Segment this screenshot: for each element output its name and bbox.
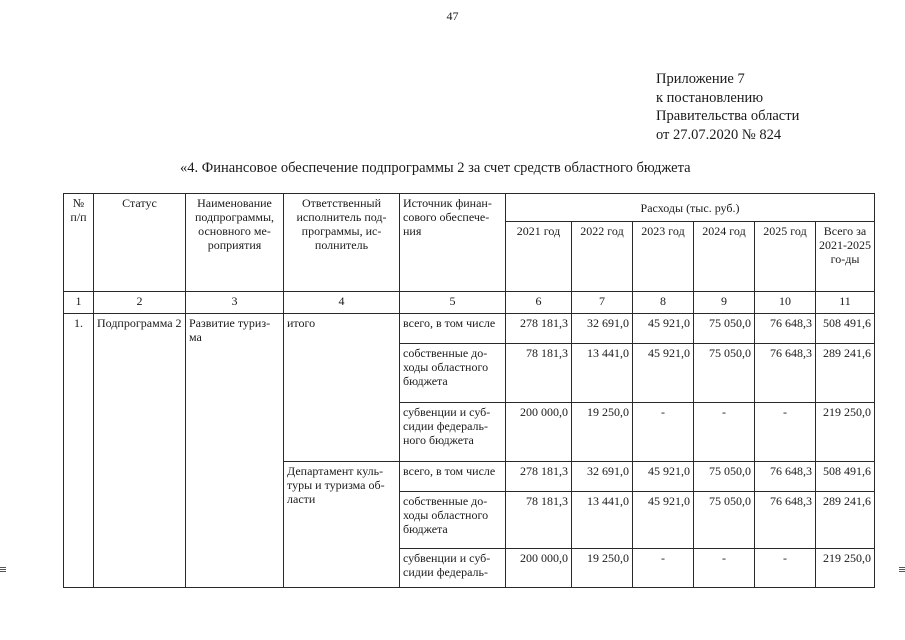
appendix-line: Приложение 7	[656, 71, 745, 87]
value-cell: 278 181,3	[506, 314, 572, 344]
source-cell: всего, в том числе	[400, 462, 506, 492]
header-expenses: Расходы (тыс. руб.)	[506, 194, 875, 222]
header-source: Источник финан-сового обеспече-ния	[400, 194, 506, 292]
header-2025: 2025 год	[755, 222, 816, 292]
column-number: 9	[694, 292, 755, 314]
appendix-line: к постановлению	[656, 89, 764, 106]
value-cell: 19 250,0	[572, 403, 633, 462]
appendix-line: Правительства области	[656, 108, 800, 124]
value-cell: -	[694, 403, 755, 462]
value-cell: 76 648,3	[755, 492, 816, 549]
document-title: «4. Финансовое обеспечение подпрограммы 2 за счет средств областного бюджета	[180, 160, 691, 176]
value-cell: 19 250,0	[572, 549, 633, 588]
table-row	[64, 314, 875, 344]
value-cell: 75 050,0	[694, 492, 755, 549]
value-cell: 508 491,6	[816, 462, 875, 492]
value-cell: 78 181,3	[506, 492, 572, 549]
source-cell: собственные до-ходы областного бюджета	[400, 492, 506, 549]
header-status: Статус	[94, 194, 186, 292]
scan-margin-mark	[899, 567, 905, 573]
value-cell: 45 921,0	[633, 462, 694, 492]
column-number: 10	[755, 292, 816, 314]
header-2021: 2021 год	[506, 222, 572, 292]
header-2022: 2022 год	[572, 222, 633, 292]
column-number: 4	[284, 292, 400, 314]
header-num: № п/п	[64, 194, 94, 292]
header-2024: 2024 год	[694, 222, 755, 292]
value-cell: 45 921,0	[633, 344, 694, 403]
value-cell: 78 181,3	[506, 344, 572, 403]
source-cell: всего, в том числе	[400, 314, 506, 344]
column-number: 6	[506, 292, 572, 314]
executor-cell: Департамент куль-туры и туризма об-ласти	[284, 462, 400, 588]
name-cell: Развитие туриз-ма	[186, 314, 284, 588]
value-cell: 75 050,0	[694, 344, 755, 403]
page-number: 47	[446, 9, 459, 23]
value-cell: 13 441,0	[572, 344, 633, 403]
value-cell: 289 241,6	[816, 344, 875, 403]
column-number-row	[64, 292, 875, 314]
value-cell: 219 250,0	[816, 549, 875, 588]
value-cell: 278 181,3	[506, 462, 572, 492]
column-number: 7	[572, 292, 633, 314]
header-total: Всего за 2021-2025 го-ды	[816, 222, 875, 292]
column-number: 11	[816, 292, 875, 314]
column-number: 8	[633, 292, 694, 314]
column-number: 2	[94, 292, 186, 314]
value-cell: -	[755, 403, 816, 462]
value-cell: 508 491,6	[816, 314, 875, 344]
value-cell: -	[755, 549, 816, 588]
value-cell: 13 441,0	[572, 492, 633, 549]
column-number: 1	[64, 292, 94, 314]
value-cell: 32 691,0	[572, 462, 633, 492]
value-cell: 219 250,0	[816, 403, 875, 462]
value-cell: -	[633, 403, 694, 462]
header-name: Наименование подпрограммы, основного ме-роприятия	[186, 194, 284, 292]
financing-table	[63, 193, 875, 588]
value-cell: -	[694, 549, 755, 588]
row-number: 1.	[64, 314, 94, 588]
source-cell: субвенции и суб-сидии федераль-ного бюджета	[400, 403, 506, 462]
value-cell: 45 921,0	[633, 314, 694, 344]
header-2023: 2023 год	[633, 222, 694, 292]
value-cell: 75 050,0	[694, 314, 755, 344]
value-cell: 76 648,3	[755, 462, 816, 492]
value-cell: 45 921,0	[633, 492, 694, 549]
value-cell: 76 648,3	[755, 344, 816, 403]
value-cell: -	[633, 549, 694, 588]
value-cell: 75 050,0	[694, 462, 755, 492]
value-cell: 200 000,0	[506, 549, 572, 588]
appendix-block	[656, 70, 799, 144]
value-cell: 289 241,6	[816, 492, 875, 549]
column-number: 5	[400, 292, 506, 314]
value-cell: 32 691,0	[572, 314, 633, 344]
status-cell: Подпрограмма 2	[94, 314, 186, 588]
appendix-line: от 27.07.2020 № 824	[656, 126, 782, 143]
source-cell: собственные до-ходы областного бюджета	[400, 344, 506, 403]
scan-margin-mark	[0, 567, 6, 573]
source-cell: субвенции и суб-сидии федераль-	[400, 549, 506, 588]
executor-cell: итого	[284, 314, 400, 462]
column-number: 3	[186, 292, 284, 314]
value-cell: 200 000,0	[506, 403, 572, 462]
value-cell: 76 648,3	[755, 314, 816, 344]
header-executor: Ответственный исполнитель под-программы, ис-полнитель	[284, 194, 400, 292]
